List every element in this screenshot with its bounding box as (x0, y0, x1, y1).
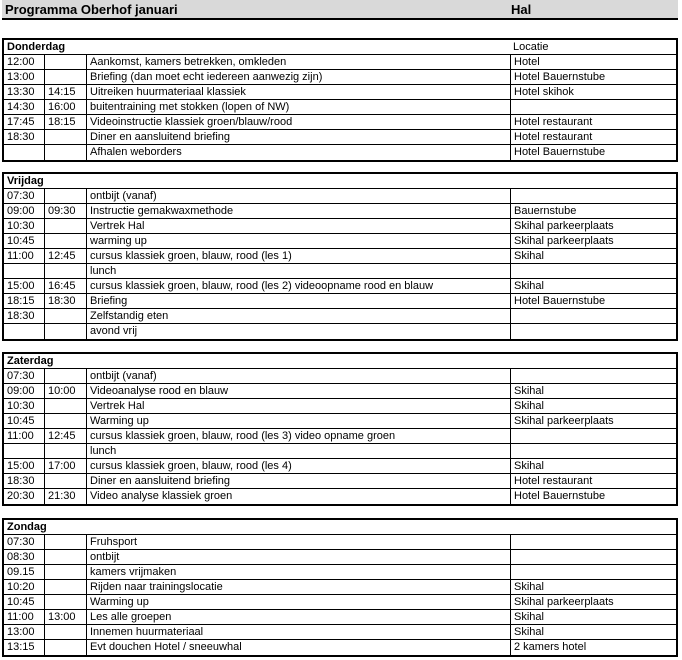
day-header (4, 520, 676, 535)
schedule-row (4, 414, 676, 429)
end-time-cell[interactable] (44, 444, 86, 459)
location-cell[interactable]: Skihal (510, 459, 676, 474)
end-time-cell[interactable] (44, 640, 86, 655)
start-time-cell[interactable]: 09.15 (7, 566, 35, 578)
activity-cell[interactable]: Diner en aansluitend briefing (86, 130, 510, 145)
end-time-cell[interactable] (44, 309, 86, 324)
schedule-row (4, 369, 676, 384)
activity-cell[interactable]: Rijden naar trainingslocatie (86, 580, 510, 595)
start-time-cell[interactable]: 10:45 (7, 415, 35, 427)
schedule-row (4, 429, 676, 444)
start-time-cell[interactable]: 13:00 (7, 71, 35, 83)
location-header: Locatie (513, 41, 549, 53)
activity-cell[interactable]: Fruhsport (86, 535, 510, 550)
start-time-cell[interactable]: 18:15 (7, 295, 35, 307)
location-cell[interactable]: Hotel skihok (510, 85, 676, 100)
end-time-cell[interactable] (44, 625, 86, 640)
schedule-row (4, 145, 676, 160)
start-time-cell[interactable]: 11:00 (7, 611, 34, 623)
start-time-cell[interactable]: 08:30 (7, 551, 35, 563)
location-cell[interactable]: Skihal parkeerplaats (510, 595, 676, 610)
day-block-zaterdag (2, 352, 678, 506)
location-cell[interactable] (510, 189, 676, 204)
activity-cell[interactable]: cursus klassiek groen, blauw, rood (les 1) (86, 249, 510, 264)
activity-cell[interactable]: Briefing (dan moet echt iedereen aanwezig zijn) (86, 70, 510, 85)
schedule-row (4, 85, 676, 100)
location-cell[interactable] (510, 429, 676, 444)
start-time-cell[interactable] (4, 145, 44, 160)
activity-cell[interactable]: cursus klassiek groen, blauw, rood (les 2) videoopname rood en blauw (86, 279, 510, 294)
activity-cell[interactable]: Uitreiken huurmateriaal klassiek (86, 85, 510, 100)
location-cell[interactable]: Hotel Bauernstube (510, 294, 676, 309)
end-time-cell[interactable] (44, 565, 86, 580)
end-time-cell[interactable]: 21:30 (44, 489, 86, 504)
activity-cell[interactable]: ontbijt (86, 550, 510, 565)
end-time-cell[interactable] (44, 474, 86, 489)
start-time-cell[interactable]: 11:00 (7, 250, 34, 262)
location-cell[interactable]: Skihal parkeerplaats (510, 414, 676, 429)
activity-cell[interactable]: Evt douchen Hotel / sneeuwhal (86, 640, 510, 655)
schedule-row (4, 324, 676, 339)
start-time-cell[interactable]: 11:00 (7, 430, 34, 442)
activity-cell[interactable]: Les alle groepen (86, 610, 510, 625)
activity-cell[interactable]: Vertrek Hal (86, 399, 510, 414)
schedule-row (4, 474, 676, 489)
start-time-cell[interactable]: 10:20 (7, 581, 35, 593)
day-name: Donderdag (7, 41, 66, 53)
activity-cell[interactable]: lunch (86, 264, 510, 279)
start-time-cell[interactable]: 09:00 (7, 205, 35, 217)
location-cell[interactable]: Hotel (510, 55, 676, 70)
start-time-cell[interactable]: 07:30 (7, 370, 35, 382)
hal-label: Hal (511, 2, 532, 17)
start-time-cell[interactable]: 12:00 (7, 56, 35, 68)
start-time-cell[interactable]: 18:30 (7, 131, 35, 143)
activity-cell[interactable]: Briefing (86, 294, 510, 309)
schedule-row (4, 189, 676, 204)
end-time-cell[interactable]: 16:45 (44, 279, 86, 294)
activity-cell[interactable]: Videoinstructie klassiek groen/blauw/rood (86, 115, 510, 130)
schedule-row (4, 264, 676, 279)
location-cell[interactable]: Hotel restaurant (510, 474, 676, 489)
end-time-cell[interactable]: 14:15 (44, 85, 86, 100)
day-header (4, 174, 676, 189)
location-cell[interactable] (510, 444, 676, 459)
end-time-cell[interactable] (44, 399, 86, 414)
end-time-cell[interactable]: 17:00 (44, 459, 86, 474)
end-time-cell[interactable] (44, 550, 86, 565)
start-time-cell[interactable]: 10:30 (7, 220, 35, 232)
program-title: Programma Oberhof januari (5, 2, 178, 17)
end-time-cell[interactable] (44, 219, 86, 234)
activity-cell[interactable]: Afhalen weborders (86, 145, 510, 160)
start-time-cell[interactable]: 20:30 (7, 490, 35, 502)
activity-cell[interactable]: Aankomst, kamers betrekken, omkleden (86, 55, 510, 70)
start-time-cell[interactable] (4, 324, 44, 339)
day-block-vrijdag (2, 172, 678, 341)
end-time-cell[interactable] (44, 595, 86, 610)
start-time-cell[interactable]: 15:00 (7, 460, 35, 472)
start-time-cell[interactable]: 10:30 (7, 400, 35, 412)
location-cell[interactable] (510, 264, 676, 279)
location-cell[interactable]: Skihal (510, 580, 676, 595)
activity-cell[interactable]: avond vrij (86, 324, 510, 339)
location-cell[interactable]: Skihal (510, 279, 676, 294)
activity-cell[interactable]: kamers vrijmaken (86, 565, 510, 580)
end-time-cell[interactable] (44, 414, 86, 429)
end-time-cell[interactable]: 18:30 (44, 294, 86, 309)
schedule-row (4, 580, 676, 595)
end-time-cell[interactable] (44, 264, 86, 279)
schedule-row (4, 565, 676, 580)
end-time-cell[interactable]: 12:45 (44, 429, 86, 444)
end-time-cell[interactable]: 18:15 (44, 115, 86, 130)
start-time-cell[interactable]: 13:30 (7, 86, 35, 98)
location-cell[interactable]: Skihal (510, 610, 676, 625)
end-time-cell[interactable] (44, 130, 86, 145)
schedule-row (4, 640, 676, 655)
schedule-row (4, 459, 676, 474)
activity-cell[interactable]: Vertrek Hal (86, 219, 510, 234)
schedule-row (4, 219, 676, 234)
activity-cell[interactable]: Diner en aansluitend briefing (86, 474, 510, 489)
end-time-cell[interactable]: 13:00 (44, 610, 86, 625)
start-time-cell[interactable]: 18:30 (7, 310, 35, 322)
schedule-row (4, 70, 676, 85)
location-cell[interactable]: Hotel Bauernstube (510, 489, 676, 504)
schedule-row (4, 279, 676, 294)
activity-cell[interactable]: Warming up (86, 414, 510, 429)
location-cell[interactable]: Hotel Bauernstube (510, 145, 676, 160)
end-time-cell[interactable] (44, 535, 86, 550)
start-time-cell[interactable]: 10:45 (7, 596, 35, 608)
location-cell[interactable]: 2 kamers hotel (510, 640, 676, 655)
end-time-cell[interactable] (44, 189, 86, 204)
end-time-cell[interactable] (44, 580, 86, 595)
location-cell[interactable] (510, 535, 676, 550)
location-cell[interactable] (510, 369, 676, 384)
location-cell[interactable] (510, 565, 676, 580)
end-time-cell[interactable] (44, 145, 86, 160)
start-time-cell[interactable]: 09:00 (7, 385, 35, 397)
schedule-row (4, 535, 676, 550)
activity-cell[interactable]: Videoanalyse rood en blauw (86, 384, 510, 399)
schedule-row (4, 309, 676, 324)
start-time-cell[interactable]: 17:45 (7, 116, 35, 128)
start-time-cell[interactable]: 15:00 (7, 280, 35, 292)
title-row (2, 0, 678, 20)
schedule-row (4, 399, 676, 414)
location-cell[interactable]: Skihal parkeerplaats (510, 219, 676, 234)
location-cell[interactable]: Hotel Bauernstube (510, 70, 676, 85)
schedule-row (4, 489, 676, 504)
day-block-donderdag (2, 38, 678, 162)
location-cell[interactable]: Skihal (510, 625, 676, 640)
start-time-cell[interactable]: 13:15 (7, 641, 35, 653)
schedule-row (4, 204, 676, 219)
end-time-cell[interactable]: 09:30 (44, 204, 86, 219)
day-header (4, 354, 676, 369)
start-time-cell[interactable] (4, 264, 44, 279)
schedule-row (4, 384, 676, 399)
schedule-row (4, 130, 676, 145)
activity-cell[interactable]: lunch (86, 444, 510, 459)
start-time-cell[interactable]: 07:30 (7, 190, 35, 202)
schedule-row (4, 249, 676, 264)
schedule-row (4, 115, 676, 130)
location-cell[interactable]: Hotel restaurant (510, 115, 676, 130)
schedule-row (4, 294, 676, 309)
activity-cell[interactable]: Video analyse klassiek groen (86, 489, 510, 504)
schedule-row (4, 234, 676, 249)
location-cell[interactable]: Skihal (510, 249, 676, 264)
day-block-zondag (2, 518, 678, 657)
activity-cell[interactable]: Warming up (86, 595, 510, 610)
end-time-cell[interactable] (44, 234, 86, 249)
end-time-cell[interactable]: 16:00 (44, 100, 86, 115)
activity-cell[interactable]: Instructie gemakwaxmethode (86, 204, 510, 219)
location-cell[interactable] (510, 309, 676, 324)
activity-cell[interactable]: warming up (86, 234, 510, 249)
start-time-cell[interactable]: 18:30 (7, 475, 35, 487)
day-header (4, 40, 676, 55)
activity-cell[interactable]: buitentraining met stokken (lopen of NW) (86, 100, 510, 115)
end-time-cell[interactable] (44, 369, 86, 384)
start-time-cell[interactable]: 14:30 (7, 101, 35, 113)
start-time-cell[interactable]: 10:45 (7, 235, 35, 247)
schedule-row (4, 100, 676, 115)
day-name: Zondag (7, 521, 47, 533)
location-cell[interactable]: Bauernstube (510, 204, 676, 219)
schedule-row (4, 625, 676, 640)
location-cell[interactable]: Skihal parkeerplaats (510, 234, 676, 249)
activity-cell[interactable]: cursus klassiek groen, blauw, rood (les 3) video opname groen (86, 429, 510, 444)
end-time-cell[interactable]: 12:45 (44, 249, 86, 264)
day-name: Vrijdag (7, 175, 44, 187)
end-time-cell[interactable]: 10:00 (44, 384, 86, 399)
location-cell[interactable] (510, 100, 676, 115)
end-time-cell[interactable] (44, 70, 86, 85)
schedule-row (4, 55, 676, 70)
schedule-row (4, 550, 676, 565)
schedule-row (4, 595, 676, 610)
end-time-cell[interactable] (44, 324, 86, 339)
location-cell[interactable] (510, 550, 676, 565)
start-time-cell[interactable]: 07:30 (7, 536, 35, 548)
schedule-row (4, 444, 676, 459)
activity-cell[interactable]: cursus klassiek groen, blauw, rood (les 4) (86, 459, 510, 474)
schedule-row (4, 610, 676, 625)
location-cell[interactable]: Hotel restaurant (510, 130, 676, 145)
location-cell[interactable] (510, 324, 676, 339)
location-cell[interactable]: Skihal (510, 399, 676, 414)
activity-cell[interactable]: Zelfstandig eten (86, 309, 510, 324)
day-name: Zaterdag (7, 355, 54, 367)
activity-cell[interactable]: Innemen huurmateriaal (86, 625, 510, 640)
location-cell[interactable]: Skihal (510, 384, 676, 399)
activity-cell[interactable]: ontbijt (vanaf) (86, 189, 510, 204)
start-time-cell[interactable] (4, 444, 44, 459)
end-time-cell[interactable] (44, 55, 86, 70)
start-time-cell[interactable]: 13:00 (7, 626, 35, 638)
activity-cell[interactable]: ontbijt (vanaf) (86, 369, 510, 384)
